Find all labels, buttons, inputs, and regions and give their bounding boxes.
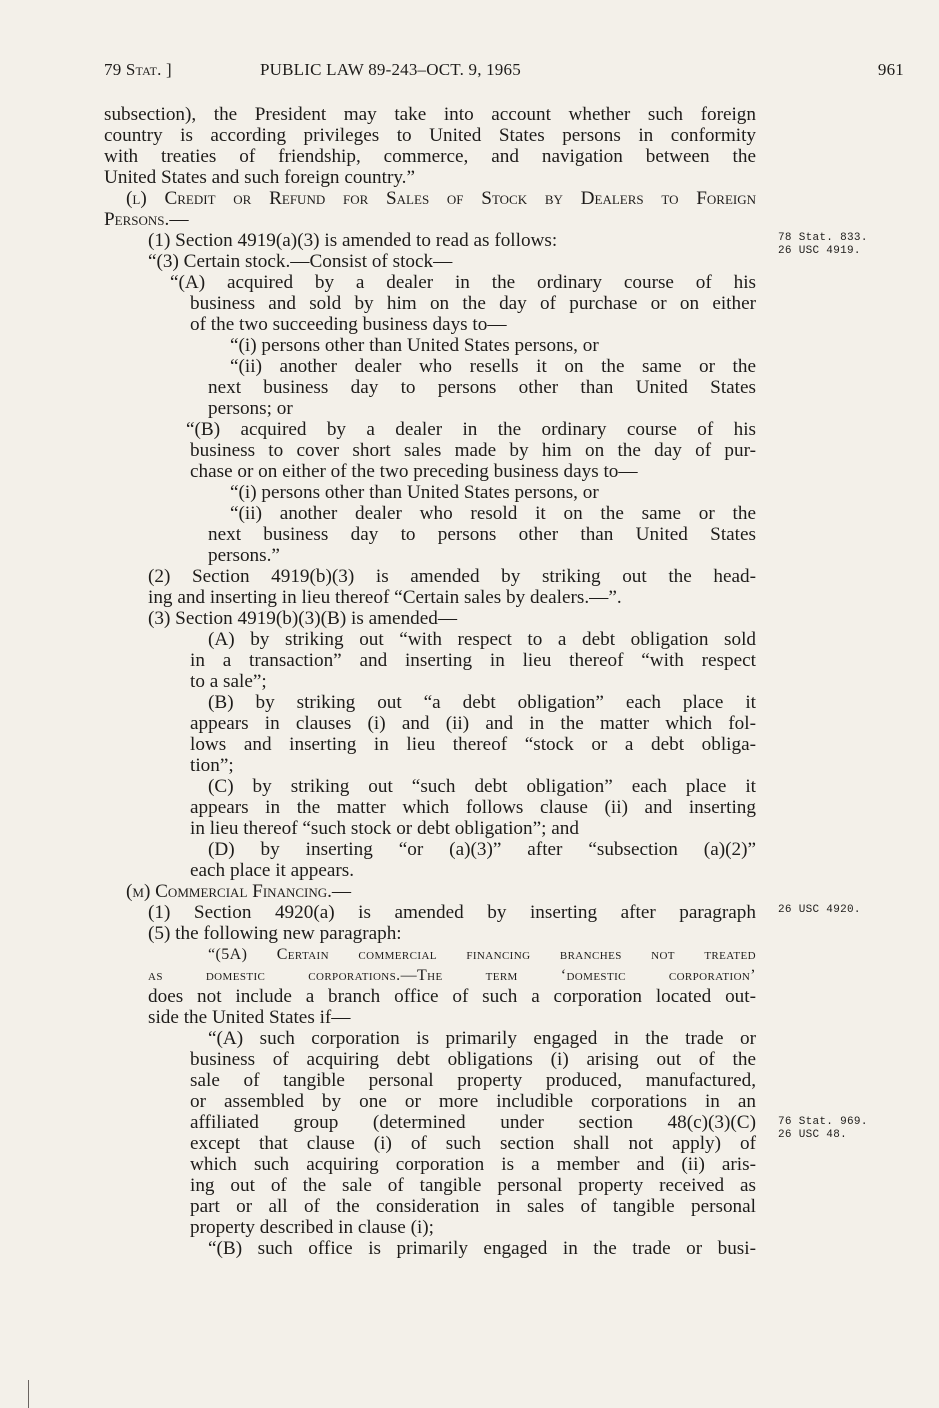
text-line: (5) the following new paragraph:: [148, 923, 402, 944]
margin-note-line: 78 Stat. 833.: [778, 232, 868, 244]
text-line: persons.”: [208, 545, 280, 566]
page-number: 961: [877, 60, 904, 79]
text-line: (1) Section 4919(a)(3) is amended to read as follows:: [148, 230, 558, 251]
text-line: side the United States if—: [148, 1007, 351, 1028]
text-line: “(3) Certain stock.—Consist of stock—: [148, 251, 453, 272]
margin-note-line: 26 USC 48.: [778, 1129, 848, 1141]
text-line: (D) by inserting “or (a)(3)” after “subsection (a)(2)”: [208, 839, 756, 860]
text-line: chase or on either of the two preceding business days to—: [190, 461, 638, 482]
text-line: property described in clause (i);: [190, 1217, 435, 1238]
text-line: “(A) acquired by a dealer in the ordinary course of his: [170, 272, 756, 293]
text-line: part or all of the consideration in sales of tangible personal: [190, 1196, 756, 1217]
text-line: (1) Section 4920(a) is amended by inserting after paragraph: [148, 902, 756, 923]
text-line: next business day to persons other than United States: [208, 524, 756, 545]
text-line: ing out of the sale of tangible personal property received as: [190, 1175, 756, 1196]
text-line: next business day to persons other than United States: [208, 377, 756, 398]
text-line: sale of tangible personal property produced, manufactured,: [190, 1070, 756, 1091]
text-line: business and sold by him on the day of purchase or on either: [190, 293, 756, 314]
text-line: with treaties of friendship, commerce, and navigation between the: [104, 146, 756, 167]
text-line: country is according privileges to United States persons in conformity: [104, 125, 756, 146]
section-heading: Persons.—: [104, 209, 189, 230]
margin-note-line: 26 USC 4920.: [778, 904, 861, 916]
text-line: in lieu thereof “such stock or debt obligation”; and: [190, 818, 579, 839]
text-line: as domestic corporations.—The term ‘domestic corporation’: [148, 967, 756, 984]
page-header: [104, 60, 904, 84]
section-heading: (l) Credit or Refund for Sales of Stock by Dealers to Foreign: [126, 188, 756, 209]
text-line: business of acquiring debt obligations (i) arising out of the: [190, 1049, 756, 1070]
text-line: appears in clauses (i) and (ii) and in the matter which fol-: [190, 713, 756, 734]
text-line: does not include a branch office of such a corporation located out-: [148, 986, 756, 1007]
text-line: (2) Section 4919(b)(3) is amended by striking out the head-: [148, 566, 756, 587]
section-heading: (m) Commercial Financing.—: [126, 881, 352, 902]
margin-note-line: 26 USC 4919.: [778, 245, 861, 257]
margin-note-line: 76 Stat. 969.: [778, 1116, 868, 1128]
text-line: business to cover short sales made by him on the day of pur-: [190, 440, 756, 461]
body-text: [104, 104, 756, 1259]
text-line: lows and inserting in lieu thereof “stock or a debt obliga-: [190, 734, 756, 755]
text-line: “(ii) another dealer who resells it on the same or the: [230, 356, 756, 377]
text-line: to a sale”;: [190, 671, 267, 692]
text-line: (C) by striking out “such debt obligation” each place it: [208, 776, 756, 797]
text-line: ing and inserting in lieu thereof “Certain sales by dealers.—”.: [148, 587, 622, 608]
text-line: tion”;: [190, 755, 234, 776]
text-line: affiliated group (determined under section 48(c)(3)(C): [190, 1112, 756, 1133]
margin-note: [778, 904, 898, 917]
text-line: in a transaction” and inserting in lieu thereof “with respect: [190, 650, 756, 671]
text-line: or assembled by one or more includible corporations in an: [190, 1091, 756, 1112]
text-line: appears in the matter which follows clause (ii) and inserting: [190, 797, 756, 818]
text-line: United States and such foreign country.”: [104, 167, 415, 188]
text-line: subsection), the President may take into account whether such foreign: [104, 104, 756, 125]
binding-mark: [28, 1380, 29, 1408]
margin-note: [778, 1116, 898, 1142]
page-title: PUBLIC LAW 89-243–OCT. 9, 1965: [260, 60, 521, 79]
text-line: “(B) acquired by a dealer in the ordinary course of his: [186, 419, 756, 440]
text-line: except that clause (i) of such section shall not apply) of: [190, 1133, 756, 1154]
text-line: which such acquiring corporation is a member and (ii) aris-: [190, 1154, 756, 1175]
text-line: “(i) persons other than United States persons, or: [230, 482, 599, 503]
text-line: (B) by striking out “a debt obligation” each place it: [208, 692, 756, 713]
statute-volume: 79 Stat. ]: [104, 60, 172, 79]
text-line: “(ii) another dealer who resold it on the same or the: [230, 503, 756, 524]
text-line: (A) by striking out “with respect to a debt obligation sold: [208, 629, 756, 650]
text-line: “(i) persons other than United States persons, or: [230, 335, 599, 356]
text-line: each place it appears.: [190, 860, 355, 881]
text-line: (3) Section 4919(b)(3)(B) is amended—: [148, 608, 458, 629]
text-line: “(A) such corporation is primarily engaged in the trade or: [208, 1028, 756, 1049]
text-line: of the two succeeding business days to—: [190, 314, 507, 335]
text-line: persons; or: [208, 398, 293, 419]
text-line: “(B) such office is primarily engaged in the trade or busi-: [208, 1238, 756, 1259]
text-line: “(5A) Certain commercial financing branches not treated: [208, 946, 756, 963]
margin-note: [778, 232, 898, 258]
